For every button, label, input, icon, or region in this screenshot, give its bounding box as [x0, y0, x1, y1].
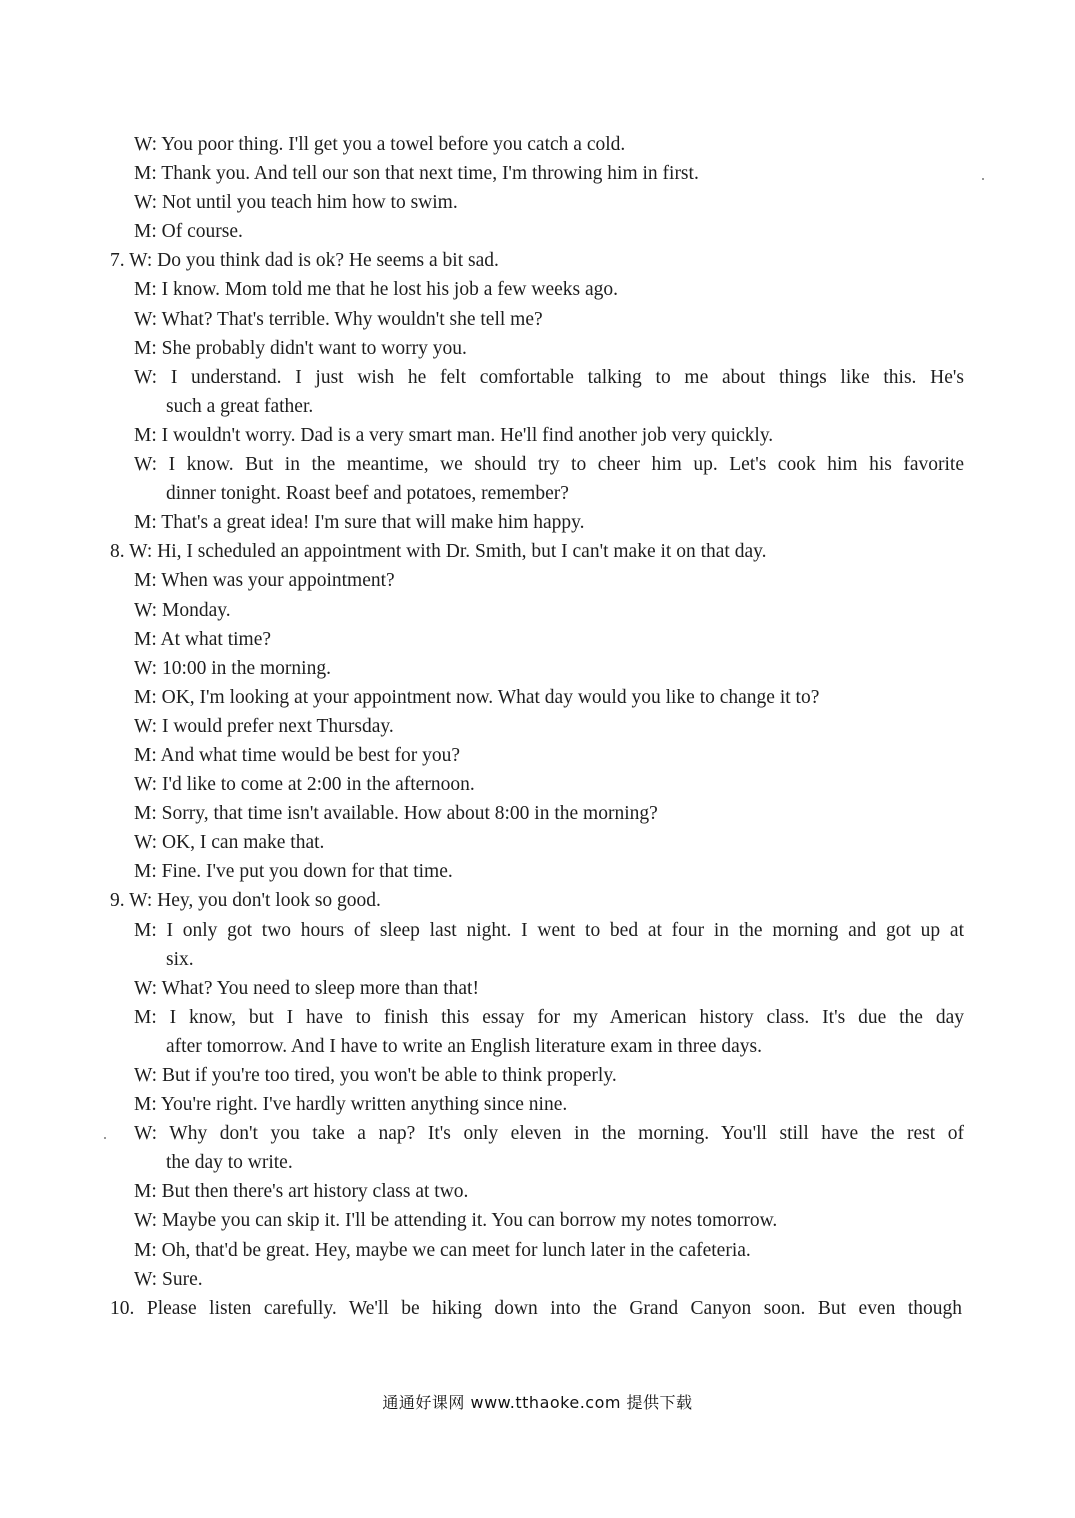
dialogue-line: W: Why don't you take a nap? It's only eleven in the morning. You'll still have the rest of	[134, 1123, 964, 1145]
continuation-line: such a great father.	[166, 395, 314, 417]
dialogue-line: M: That's a great idea! I'm sure that will make him happy.	[134, 512, 585, 534]
dialogue-line: M: Of course.	[134, 221, 243, 243]
dialogue-line: M: When was your appointment?	[134, 570, 395, 592]
dialogue-line: W: Monday.	[134, 599, 231, 621]
dialogue-line: M: Sorry, that time isn't available. How about 8:00 in the morning?	[134, 803, 658, 825]
dialogue-line: M: Thank you. And tell our son that next time, I'm throwing him in first.	[134, 163, 699, 185]
dialogue-line: M: I only got two hours of sleep last night. I went to bed at four in the morning and got up at	[134, 919, 964, 941]
dialogue-line: M: I know, but I have to finish this essay for my American history class. It's due the day	[134, 1006, 964, 1028]
dialogue-line: W: OK, I can make that.	[134, 832, 325, 854]
continuation-line: six.	[166, 948, 194, 970]
question-line: 10. Please listen carefully. We'll be hiking down into the Grand Canyon soon. But even though	[110, 1297, 962, 1319]
dialogue-line: M: Fine. I've put you down for that time.	[134, 861, 453, 883]
dialogue-line: W: 10:00 in the morning.	[134, 657, 331, 679]
dialogue-line: W: I know. But in the meantime, we should try to cheer him up. Let's cook him his favorite	[134, 454, 964, 476]
dialogue-line: M: OK, I'm looking at your appointment now. What day would you like to change it to?	[134, 686, 820, 708]
dialogue-transcript	[0, 130, 1075, 1323]
dialogue-line: W: What? You need to sleep more than that!	[134, 977, 479, 999]
dialogue-line: W: You poor thing. I'll get you a towel before you catch a cold.	[134, 134, 626, 155]
dialogue-line: M: And what time would be best for you?	[134, 744, 461, 766]
dialogue-line: W: Sure.	[134, 1268, 203, 1290]
dialogue-line: W: Not until you teach him how to swim.	[134, 192, 458, 214]
dialogue-line: M: You're right. I've hardly written anything since nine.	[134, 1094, 568, 1116]
dialogue-line: M: Oh, that'd be great. Hey, maybe we can meet for lunch later in the cafeteria.	[134, 1239, 751, 1261]
scan-speck	[982, 178, 984, 180]
dialogue-line: W: I understand. I just wish he felt comfortable talking to me about things like this. He's	[134, 366, 964, 388]
continuation-line: after tomorrow. And I have to write an English literature exam in three days.	[166, 1035, 762, 1057]
question-line: 9. W: Hey, you don't look so good.	[110, 890, 381, 912]
dialogue-line: W: I would prefer next Thursday.	[134, 715, 394, 737]
question-line: 7. W: Do you think dad is ok? He seems a bit sad.	[110, 250, 499, 272]
question-line: 8. W: Hi, I scheduled an appointment with Dr. Smith, but I can't make it on that day.	[110, 541, 767, 563]
dialogue-line: M: I know. Mom told me that he lost his job a few weeks ago.	[134, 279, 618, 301]
dialogue-line: W: But if you're too tired, you won't be able to think properly.	[134, 1065, 617, 1086]
dialogue-line: W: What? That's terrible. Why wouldn't she tell me?	[134, 308, 543, 330]
dialogue-line: M: She probably didn't want to worry you.	[134, 337, 467, 359]
dialogue-line: M: I wouldn't worry. Dad is a very smart man. He'll find another job very quickly.	[134, 424, 774, 446]
continuation-line: the day to write.	[166, 1152, 293, 1174]
continuation-line: dinner tonight. Roast beef and potatoes, remember?	[166, 483, 569, 505]
dialogue-line: M: But then there's art history class at two.	[134, 1181, 469, 1203]
scan-speck	[104, 1137, 106, 1139]
dialogue-line: W: Maybe you can skip it. I'll be attending it. You can borrow my notes tomorrow.	[134, 1210, 778, 1232]
dialogue-line: M: At what time?	[134, 628, 272, 650]
page-footer: 通通好课网 www.tthaoke.com 提供下载	[382, 1393, 693, 1412]
dialogue-line: W: I'd like to come at 2:00 in the afternoon.	[134, 774, 475, 796]
